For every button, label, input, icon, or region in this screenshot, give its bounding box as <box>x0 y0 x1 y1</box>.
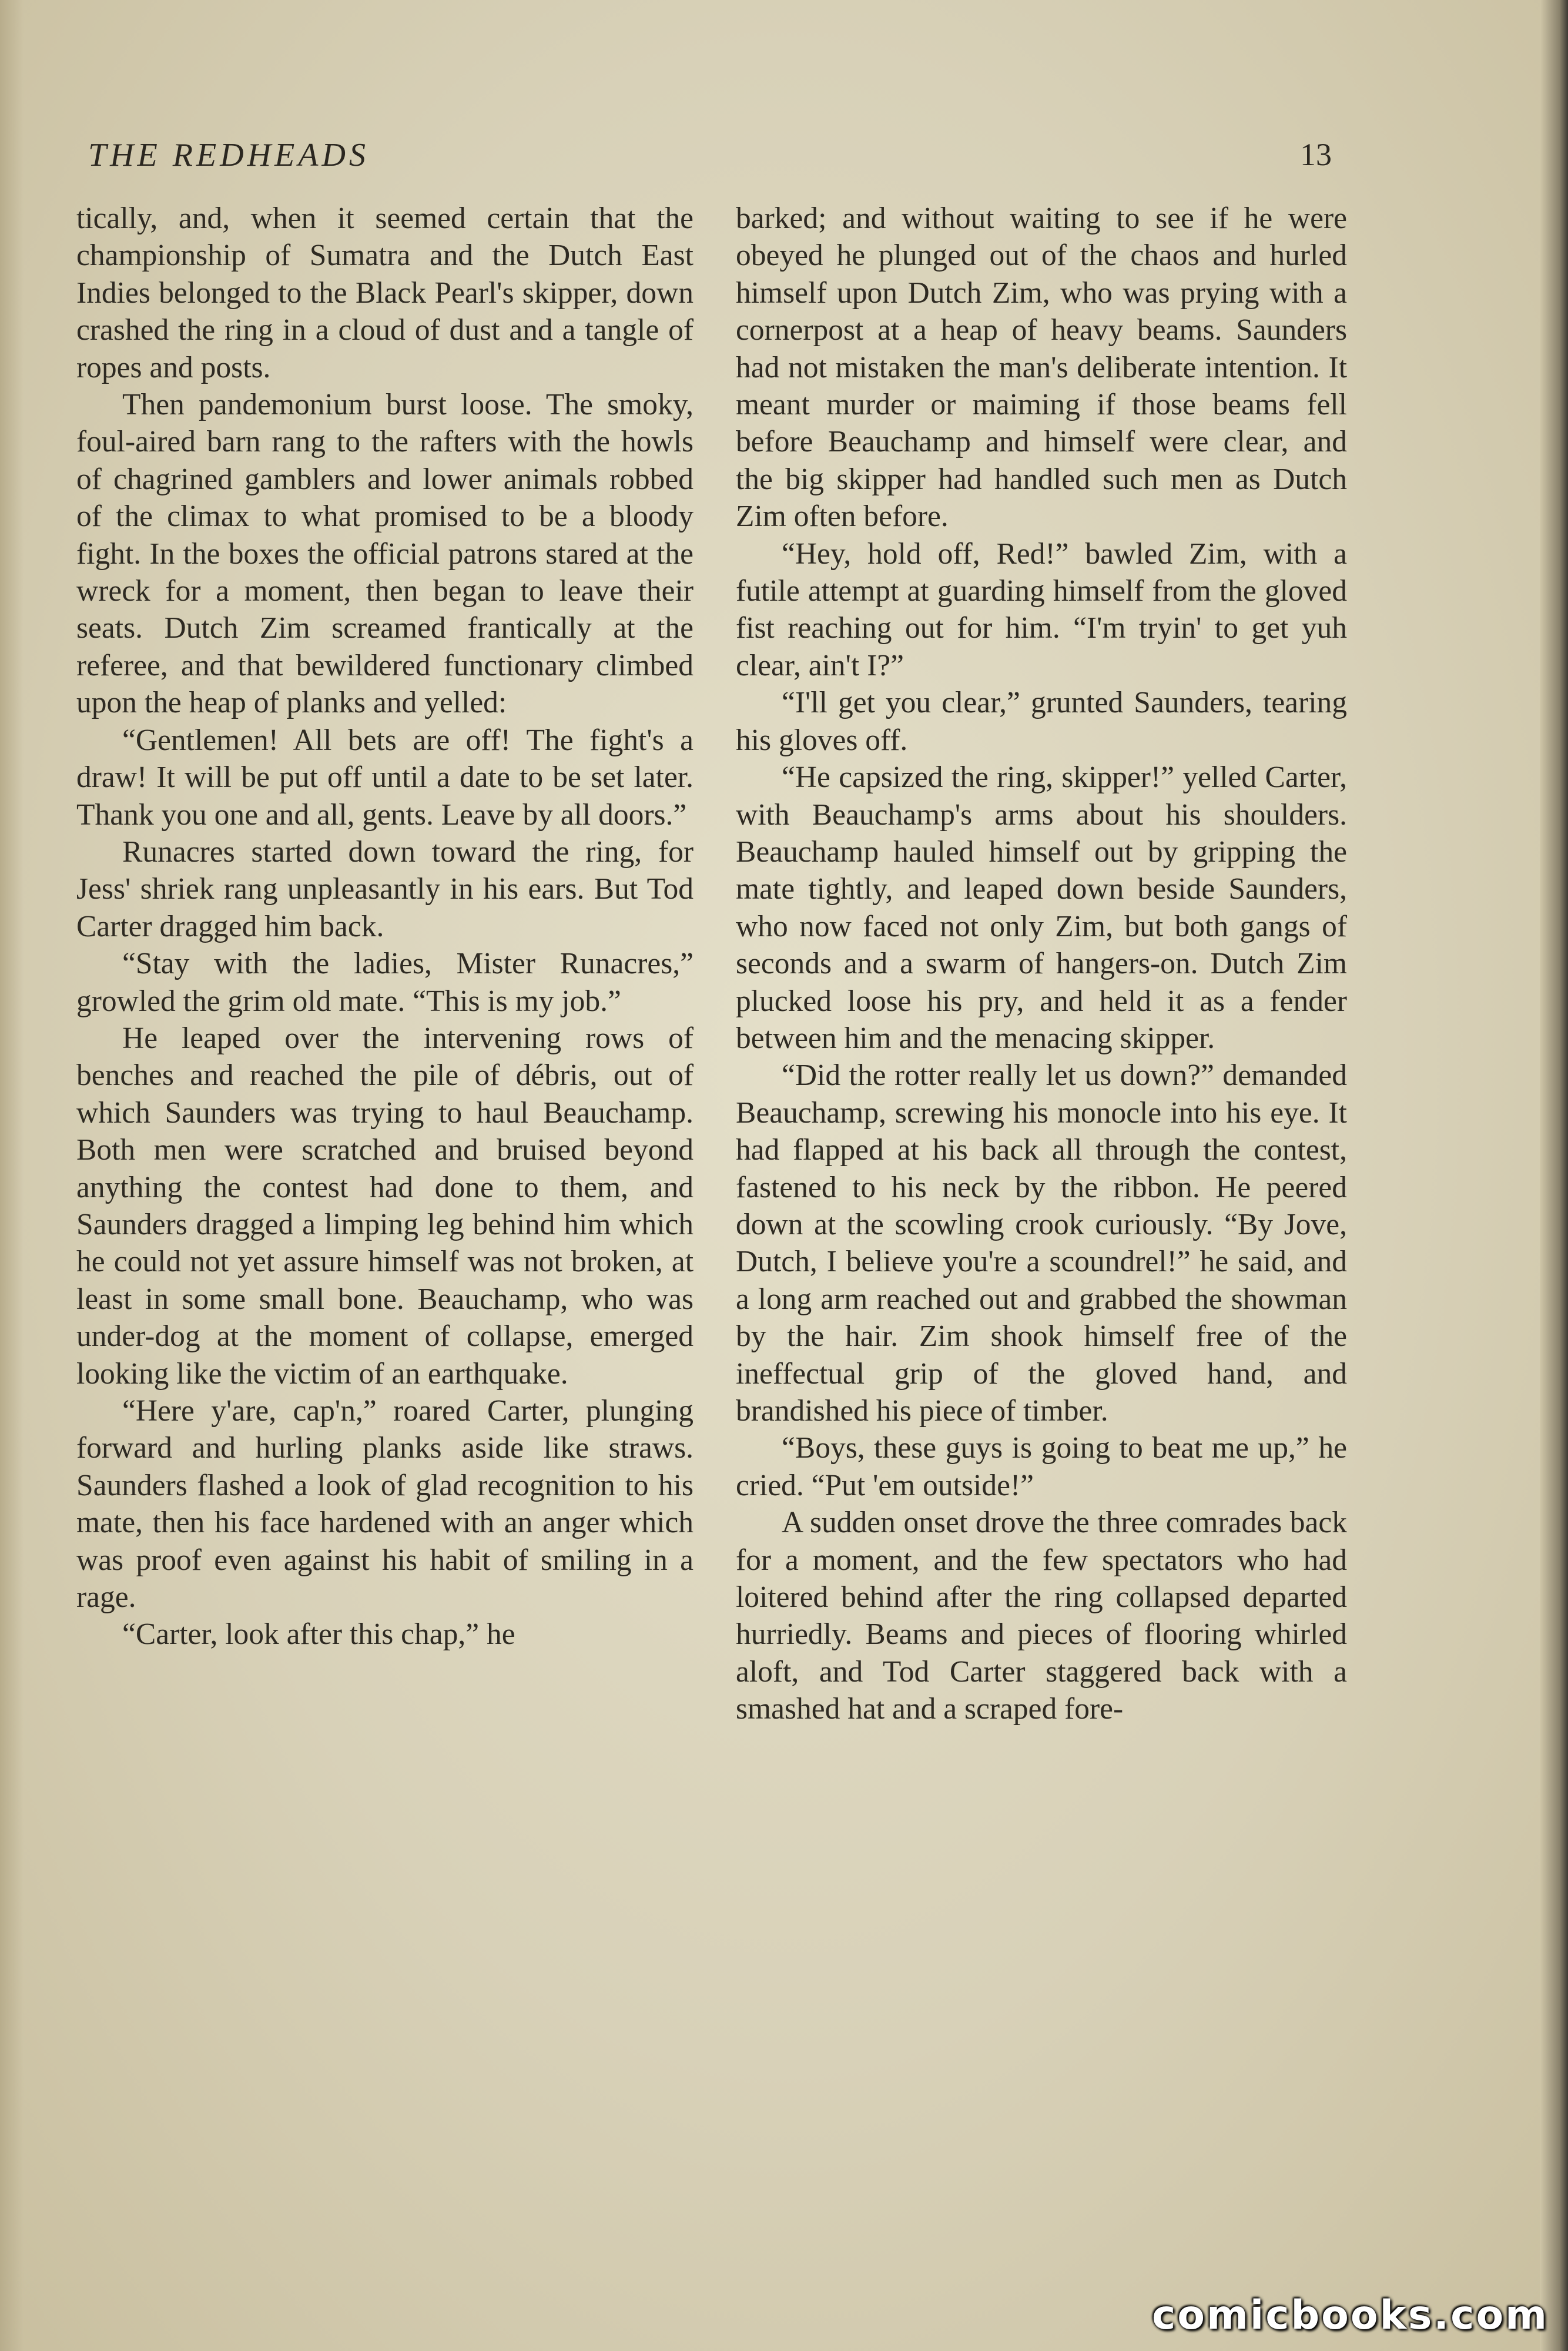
paragraph: Runacres started down toward the ring, for Jess' shriek rang unpleasantly in his ears. But Tod Carter dragged him back. <box>76 835 693 943</box>
page-gutter-shadow <box>0 0 24 2351</box>
paragraph: “Stay with the ladies, Mister Runacres,” growled the grim old mate. “This is my job.” <box>76 947 693 1018</box>
paragraph: “Here y'are, cap'n,” roared Carter, plunging forward and hurling planks aside like straws. Saunders flashed a look of glad recognition to his mate, then his face hardened with an anger which was proof even against his habit of smiling in a rage. <box>76 1394 693 1615</box>
page-edge-shadow <box>1540 0 1568 2351</box>
paragraph: barked; and without waiting to see if he were obeyed he plunged out of the chaos and hurled himself upon Dutch Zim, who was prying with a cornerpost at a heap of heavy beams. Saunders had not mistaken the man's deliberate intention. It meant murder or maiming if those beams fell before Beauchamp and himself were clear, and the big skipper had handled such men as Dutch Zim often before. <box>736 202 1347 534</box>
paragraph: “He capsized the ring, skipper!” yelled Carter, with Beauchamp's arms about his shoulders. Beauchamp hauled himself out by gripping the mate tightly, and leaped down beside Saunders, who now faced not only Zim, but both gangs of seconds and a swarm of hangers-on. Dutch Zim plucked loose his pry, and held it as a fender between him and the menacing skipper. <box>736 761 1347 1055</box>
paragraph: “Carter, look after this chap,” he <box>122 1617 515 1652</box>
paragraph: “Hey, hold off, Red!” bawled Zim, with a futile attempt at guarding himself from the gloved fist reaching out for him. “I'm tryin' to get yuh clear, ain't I?” <box>736 537 1347 682</box>
paragraph: “Boys, these guys is going to beat me up,” he cried. “Put 'em outside!” <box>736 1431 1347 1502</box>
paragraph: “Did the rotter really let us down?” demanded Beauchamp, screwing his monocle into his eye. It had flapped at his back all through the contest, fastened to his neck by the ribbon. He peered down at the scowling crook curiously. “By Jove, Dutch, I believe you're a scoundrel!” he said, and a long arm reached out and grabbed the showman by the hair. Zim shook himself free of the ineffectual grip of the gloved hand, and brandished his piece of timber. <box>736 1059 1347 1428</box>
paragraph: Then pandemonium burst loose. The smoky, foul-aired barn rang to the rafters with the howls of chagrined gamblers and lower animals robbed of the climax to what promised to be a bloody fight. In the boxes the official patrons stared at the wreck for a moment, then began to leave their seats. Dutch Zim screamed frantically at the referee, and that bewildered functionary climbed upon the heap of planks and yelled: <box>76 388 693 720</box>
running-title: THE REDHEADS <box>88 137 369 173</box>
paragraph: “Gentlemen! All bets are off! The fight's a draw! It will be put off until a date to be set later. Thank you one and all, gents. Leave by all doors.” <box>76 723 693 832</box>
right-column <box>736 200 1347 1728</box>
paragraph: A sudden onset drove the three comrades back for a moment, and the few spectators who had loitered behind after the ring collapsed departed hurriedly. Beams and pieces of flooring whirled aloft, and Tod Carter staggered back with a smashed hat and a scraped fore- <box>736 1506 1347 1726</box>
paragraph: tically, and, when it seemed certain that the championship of Sumatra and the Dutch East Indies belonged to the Black Pearl's skipper, down crashed the ring in a cloud of dust and a tangle of ropes and posts. <box>76 202 693 384</box>
site-watermark: comicbooks.com <box>1152 2292 1549 2339</box>
left-column <box>76 200 693 1653</box>
page-number: 13 <box>1300 137 1332 172</box>
paragraph: He leaped over the intervening rows of benches and reached the pile of débris, out of which Saunders was trying to haul Beauchamp. Both men were scratched and bruised beyond anything the contest had done to them, and Saunders dragged a limping leg behind him which he could not yet assure himself was not broken, at least in some small bone. Beauchamp, who was under-dog at the moment of collapse, emerged looking like the victim of an earthquake. <box>76 1021 693 1391</box>
paragraph: “I'll get you clear,” grunted Saunders, tearing his gloves off. <box>736 686 1347 757</box>
